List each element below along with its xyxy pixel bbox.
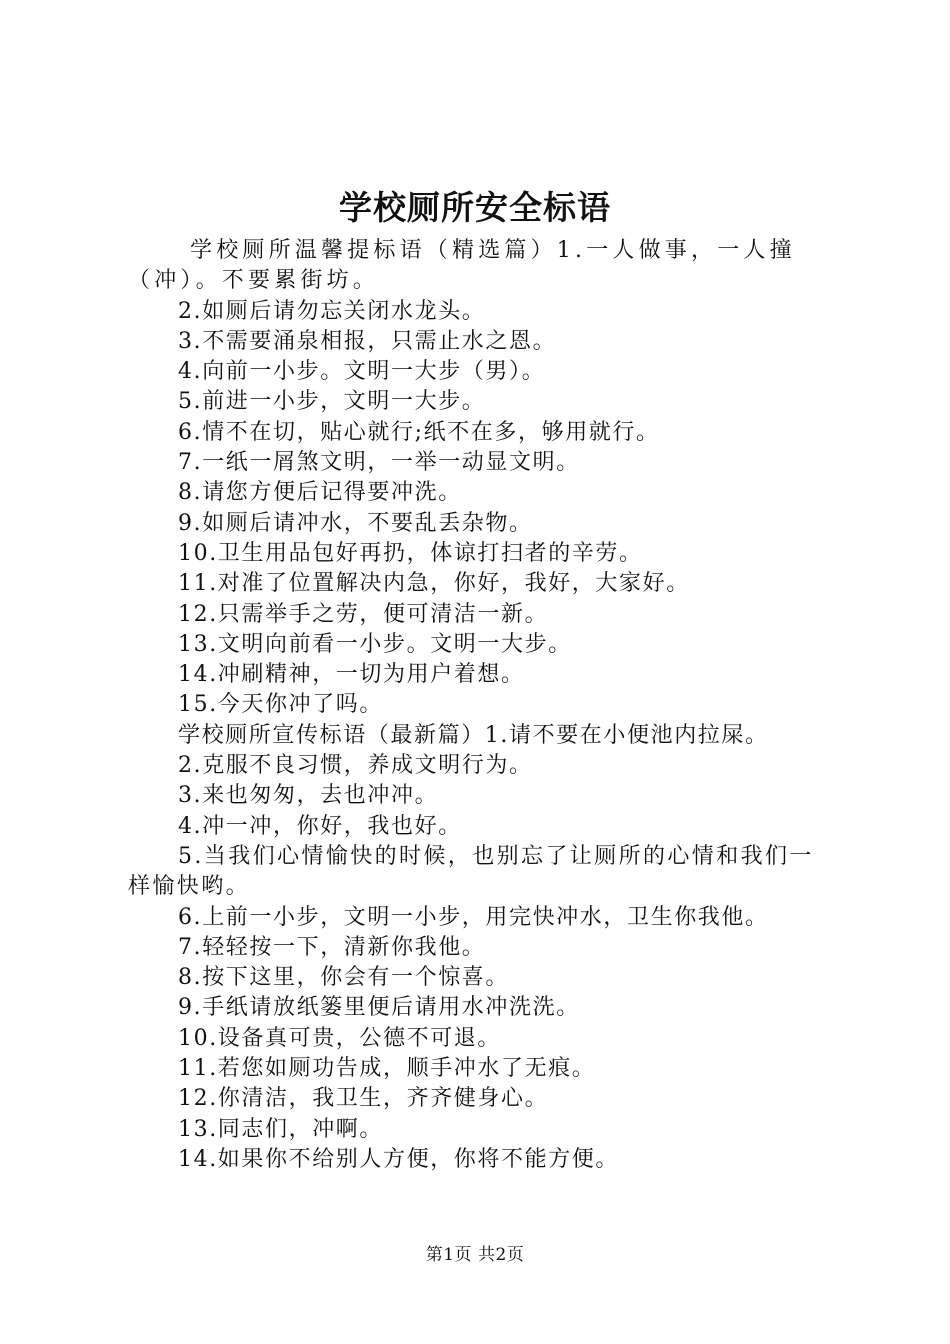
paragraph: 2.克服不良习惯，养成文明行为。 [178, 753, 533, 779]
paragraph: 13.文明向前看一小步。文明一大步。 [178, 631, 572, 657]
paragraph: 7.轻轻按一下，清新你我他。 [178, 934, 486, 960]
document-body [128, 236, 834, 1175]
paragraph: 13.同志们，冲啊。 [178, 1116, 383, 1142]
paragraph: 12.你清洁，我卫生，齐齐健身心。 [178, 1086, 549, 1112]
paragraph: 学校厕所温馨提标语（精选篇）1.一人做事，一人撞（冲）。不要累街坊。 [128, 238, 796, 294]
paragraph: 11.对准了位置解决内急，你好，我好，大家好。 [178, 571, 690, 597]
paragraph: 10.卫生用品包好再扔，体谅打扫者的辛劳。 [178, 540, 643, 566]
paragraph: 12.只需举手之劳，便可清洁一新。 [178, 601, 549, 627]
paragraph: 4.向前一小步。文明一大步（男）。 [178, 359, 546, 385]
page-footer: 第1页 共2页 [425, 1245, 525, 1265]
paragraph: 8.按下这里，你会有一个惊喜。 [178, 965, 509, 991]
paragraph: 6.情不在切，贴心就行;纸不在多，够用就行。 [178, 419, 660, 445]
paragraph: 9.如厕后请冲水，不要乱丢杂物。 [178, 510, 533, 536]
paragraph: 11.若您如厕功告成，顺手冲水了无痕。 [178, 1056, 596, 1082]
paragraph: 3.来也匆匆，去也冲冲。 [178, 783, 439, 809]
document-title: 学校厕所安全标语 [339, 188, 611, 227]
paragraph: 10.设备真可贵，公德不可退。 [178, 1025, 501, 1051]
paragraph: 2.如厕后请勿忘关闭水龙头。 [178, 298, 486, 324]
paragraph: 8.请您方便后记得要冲洗。 [178, 480, 462, 506]
paragraph: 4.冲一冲，你好，我也好。 [178, 813, 462, 839]
paragraph: 学校厕所宣传标语（最新篇）1.请不要在小便池内拉屎。 [178, 722, 769, 748]
paragraph: 5.当我们心情愉快的时候，也别忘了让厕所的心情和我们一样愉快哟。 [128, 843, 814, 900]
paragraph: 14.如果你不给别人方便，你将不能方便。 [178, 1146, 619, 1172]
paragraph: 15.今天你冲了吗。 [178, 692, 383, 718]
paragraph: 9.手纸请放纸篓里便后请用水冲洗洗。 [178, 995, 580, 1021]
paragraph: 3.不需要涌泉相报，只需止水之恩。 [178, 328, 557, 354]
paragraph: 14.冲刷精神，一切为用户着想。 [178, 662, 525, 688]
paragraph: 7.一纸一屑煞文明，一举一动显文明。 [178, 450, 580, 476]
paragraph: 5.前进一小步，文明一大步。 [178, 389, 486, 415]
paragraph: 6.上前一小步，文明一小步，用完快冲水，卫生你我他。 [178, 904, 769, 930]
